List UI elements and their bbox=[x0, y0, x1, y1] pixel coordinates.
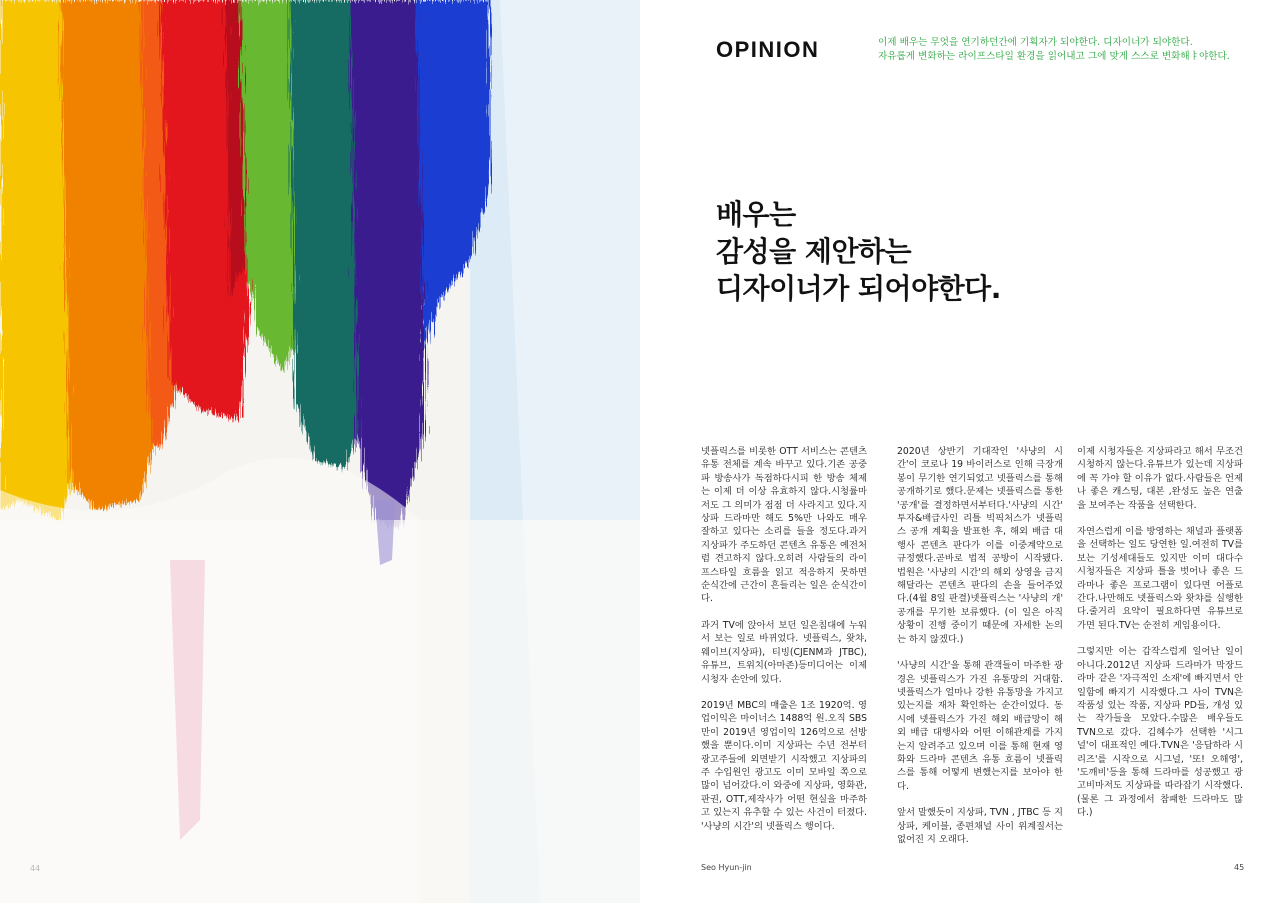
article-page bbox=[640, 0, 1280, 903]
section-title: OPINION bbox=[716, 37, 820, 62]
body-paragraph: 이제 시청자들은 지상파라고 해서 무조건 시청하지 않는다.유튜브가 있는데 지상파에 꼭 가야 할 이유가 없다.사람들은 언제나 좋은 캐스팅, 대본 ,완성도 높은 연출을 보여주는 작품을 선택한다. bbox=[1077, 446, 1243, 511]
body-paragraph: 넷플릭스를 비롯한 OTT 서비스는 콘텐츠 유통 전체를 계속 바꾸고 있다.기존 공중파 방송사가 독점하다시피 한 방송 체제는 이제 더 이상 유효하지 않다.시청률마저도 그 의미가 점점 더 사라지고 있다.지상파 드라마만 해도 5%만 나와도 매우 잘하고 있다는 소리를 들을 정도다.과거 지상파가 주도하던 콘텐츠 유통은 예전처럼 견고하지 않다.오히려 사람들의 라이프스타일 흐름을 읽고 적응하지 못하면 순식간에 근간이 흔들리는 일은 순식간이다. bbox=[701, 446, 867, 605]
headline-line: 디자이너가 되어야한다. bbox=[716, 272, 1001, 305]
body-paragraph: 자연스럽게 이를 방영하는 채널과 플랫폼을 선택하는 일도 당연한 일.여전히 TV를 보는 기성세대들도 있지만 이미 대다수 시청자들은 지상파 틀을 벗어나 좋은 드라마나 좋은 프로그램이 있다면 어플로 간다.나만해도 넷플릭스와 왓챠를 실행한다.줄거리 요약이 필요하다면 유튜브로 가면 된다.TV는 순전히 게임용이다. bbox=[1077, 526, 1243, 631]
body-column-2 bbox=[897, 445, 1063, 859]
headline-line: 감성을 제안하는 bbox=[716, 235, 912, 268]
headline-line: 배우는 bbox=[716, 198, 796, 231]
article-headline bbox=[716, 196, 1136, 307]
body-paragraph: '사냥의 시간'을 통해 관객들이 마주한 광경은 넷플릭스가 가진 유통망의 거대함.넷플릭스가 얼마나 강한 유통망을 가지고 있는지를 재차 확인하는 순간이었다. 동시에 넷플릭스가 가진 해외 배급망이 해외 배급 대행사와 어떤 이해관계를 가지는지 알려주고 있으며 이를 통해 현재 영화와 드라마 콘텐츠 유통 흐름이 넷플릭스를 통해 어떻게 변했는지를 보아야 한다. bbox=[897, 660, 1063, 792]
body-column-3 bbox=[1077, 445, 1243, 833]
author-name: Seo Hyun-jin bbox=[701, 863, 752, 872]
body-paragraph: 과거 TV에 앉아서 보던 일은침대에 누워서 보는 일로 바뀌었다. 넷플릭스, 왓챠, 웨이브(지상파), 티빙(CJENM과 JTBC), 유튜브, 트위치(아마존)등미디어는 이제 시청자 손안에 있다. bbox=[701, 619, 867, 685]
body-paragraph: 2019년 MBC의 매출은 1조 1920억. 영업이익은 마이너스 1488억 원.오직 SBS만이 2019년 영업이익 126억으로 선방했을 뿐이다.이미 지상파는 수년 전부터 광고주들에 외면받기 시작했고 지상파의 주 수입원인 광고도 이미 모바일 쪽으로 많이 넘어갔다.이 와중에 지상파, 영화관, 판권, OTT,제작사가 어떤 현실을 마주하고 있는지 유추할 수 있는 사건이 터졌다. '사냥의 시간'의 넷플릭스 행이다. bbox=[701, 699, 867, 832]
body-paragraph: 그렇지만 이는 갑작스럽게 일어난 일이 아니다.2012년 지상파 드라마가 막장드라마 같은 '자극적인 소재'에 빠지면서 안일함에 빠지기 시작했다.그 사이 TVN은 작품성 있는 작품, 지상파 PD들, 개성 있는 작가들을 모았다.수많은 배우들도 TVN으로 갔다. 김혜수가 선택한 '시그널'이 대표적인 예다.TVN은 '응답하라 시리즈'를 시작으로 시그널, '또! 오해영', '도깨비'등을 통해 드라마를 성공했고 광고비마저도 지상파를 따라잡기 시작했다.(물론 그 과정에서 참패한 드라마도 많다.) bbox=[1077, 646, 1243, 819]
intro-text bbox=[878, 36, 1258, 64]
intro-line: 이제 배우는 무엇을 연기하던간에 기획자가 되야한다. 디자이너가 되야한다. bbox=[878, 37, 1193, 48]
body-column-1 bbox=[701, 445, 867, 846]
page-number-left: 44 bbox=[30, 864, 41, 873]
body-paragraph: 앞서 말했듯이 지상파, TVN , JTBC 등 지상파, 케이블, 종편채널 사이 위계질서는 없어진 지 오래다. bbox=[897, 807, 1063, 845]
intro-line: 자유롭게 변화하는 라이프스타일 환경을 읽어내고 그에 맞게 스스로 변화해ㅑ야한다. bbox=[878, 51, 1230, 62]
body-paragraph: 2020년 상반기 기대작인 '사냥의 시간'이 코로나 19 바이러스로 인해 극장개봉이 무기한 연기되었고 넷플릭스를 통해 공개하기로 했다.문제는 넷플릭스를 통한 '공개'를 결정하면서부터다.'사냥의 시간' 투자&배급사인 리틀 빅픽처스가 넷플릭스 공개 계획을 발표한 후, 해외 배급 대행사 콘텐츠 판다가 이를 이중계약으로 규정했다.곧바로 법적 공방이 시작됐다. 법원은 '사냥의 시간'의 해외 상영을 금지해달라는 콘텐츠 판다의 손을 들어주었다.(4월 8일 판결)넷플릭스는 '사냥의 개' 공개를 무기한 보류했다. (이 일은 아직 상황이 진행 중이기 때문에 자세한 논의는 하지 않겠다.) bbox=[897, 446, 1063, 645]
page-number-right: 45 bbox=[1234, 863, 1245, 872]
